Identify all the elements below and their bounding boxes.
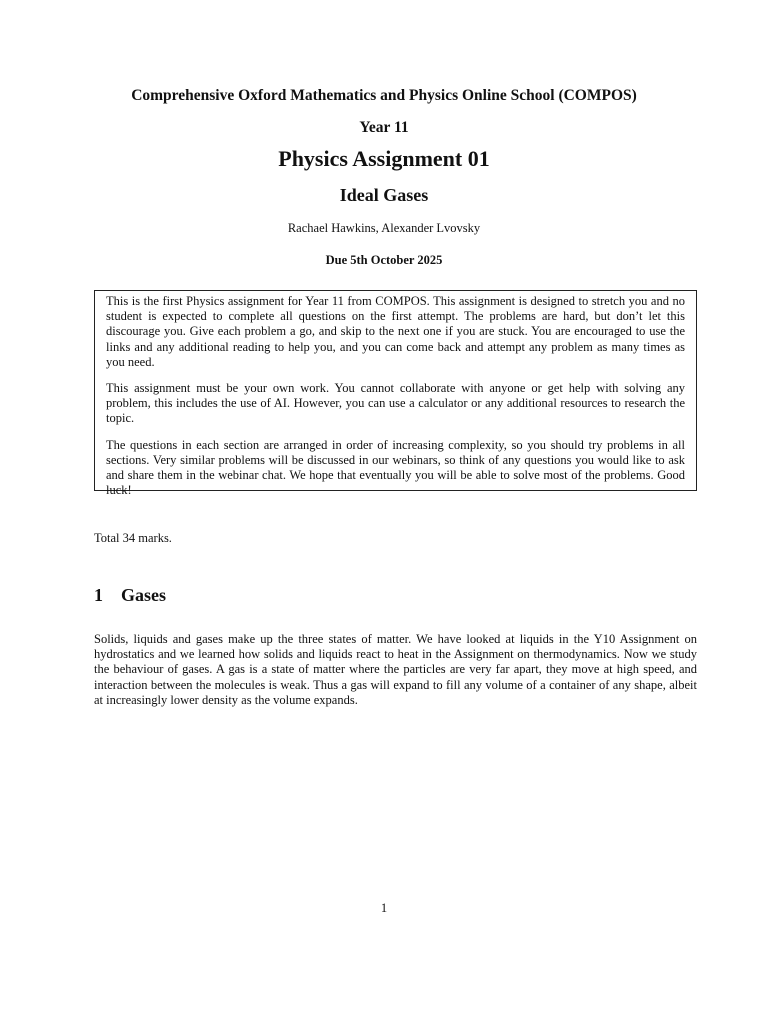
instructions-paragraph: This is the first Physics assignment for Year 11 from COMPOS. This assignment is designed to stretch you and no student is expected to complete all questions on the first attempt. The problems are hard, but don’t let this discourage you. Give each problem a go, and skip to the next one if you are stuck. You are encouraged to use the links and any additional reading to help you, and you can come back and attempt any problem as many times as you need. (106, 294, 685, 369)
instructions-paragraph: This assignment must be your own work. You cannot collaborate with anyone or get help with solving any problem, this includes the use of AI. However, you can use a calculator or any additional resources to research the topic. (106, 381, 685, 426)
document-subtitle: Ideal Gases (339, 185, 429, 205)
school-name: Comprehensive Oxford Mathematics and Physics Online School (COMPOS) (131, 87, 637, 104)
total-marks: Total 34 marks. (94, 531, 172, 545)
section-number: 1 (94, 585, 103, 605)
document-title: Physics Assignment 01 (278, 146, 490, 171)
authors: Rachael Hawkins, Alexander Lvovsky (287, 221, 481, 235)
instructions-box (94, 290, 697, 498)
year-label: Year 11 (359, 119, 409, 136)
section-paragraph: Solids, liquids and gases make up the three states of matter. We have looked at liquids in the Y10 Assignment on hydrostatics and we learned how solids and liquids react to heat in the Assignment on thermodynamics. Now we study the behaviour of gases. A gas is a state of matter where the particles are very far apart, they move at high speed, and interaction between the molecules is weak. Thus a gas will expand to fill any volume of a container of any shape, albeit at increasingly lower density as the volume expands. (94, 632, 697, 707)
section-heading (94, 583, 166, 607)
instructions-paragraph: The questions in each section are arranged in order of increasing complexity, so you should try problems in all sections. Very similar problems will be discussed in our webinars, so think of any questions you would like to ask and share them in the webinar chat. We hope that eventually you will be able to solve most of the problems. Good luck! (106, 437, 685, 498)
due-date: Due 5th October 2025 (325, 253, 443, 267)
section-title: Gases (121, 585, 166, 605)
page-number: 1 (380, 901, 388, 915)
